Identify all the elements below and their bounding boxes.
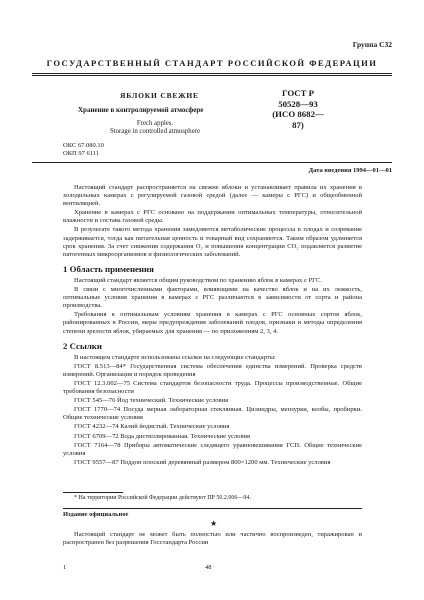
official-edition-label: Издание официальное xyxy=(63,511,129,518)
section-heading-scope: 1 Область применения xyxy=(63,263,154,274)
document-title: ЯБЛОКИ СВЕЖИЕ xyxy=(120,91,199,100)
section-heading-references: 2 Ссылки xyxy=(63,340,102,351)
group-code: Группа С32 xyxy=(352,40,392,49)
copyright-notice: Настоящий стандарт не может быть полностью или частично воспроизведен, тиражирован и распространен без разрешения Госстандарта России xyxy=(63,531,362,547)
okp-code: ОКП 97 6111 xyxy=(63,150,99,157)
main-content xyxy=(63,184,362,468)
english-title-line2: Storage in controlled atmosphere xyxy=(109,128,201,135)
references-intro: В настоящем стандарте использованы ссылки на следующие стандарты: xyxy=(74,353,276,361)
english-title xyxy=(100,120,210,136)
intro-paragraph: В результате такого метода хранения замедляются метаболические процессы в плодах и созревание задерживается, тогда как питательная ценность и товарный вид сохраняются. Таким образом удлиняется срок хранения. За счет снижения содержания O₂ и повышения концентрации CO₂ подавляется развитие патогенных микроорганизмов и физиологических заболеваний. xyxy=(63,226,362,258)
scope-paragraph: Требования к оптимальным условиям хранения в камерах с РГС основных сортов яблок, районированных в России, меры предупреждения заболеваний плодов, признаки и методы определения степени зрелости яблок, убираемых для хранения — по приложениям 2, 3, 4. xyxy=(63,311,362,335)
english-title-line1: Frech apples. xyxy=(136,120,174,127)
header-rule-double xyxy=(32,75,392,76)
reference-item: ГОСТ 8.513—84* Государственная система обеспечения единства измерений. Проверка средств измерений. Организация и порядок проведения xyxy=(63,362,362,378)
document-subtitle: Хранение в контролируемой атмосфере xyxy=(78,106,204,114)
intro-paragraph: Настоящий стандарт распространяется на свежие яблоки и устанавливает правила их хранения в холодильных камерах с регулируемой газовой средой (далее — камеры с РГС) и общеобменной вентиляцией. xyxy=(63,184,362,208)
title-rule xyxy=(32,162,392,163)
reference-item: ГОСТ 6709—72 Вода дистиллированная. Технические условия xyxy=(74,432,251,440)
intro-paragraph: Хранение в камерах с РГС основано на поддержании оптимальных температуры, относительной влажности и состава газовой среды. xyxy=(63,209,362,225)
gost-prefix: ГОСТ Р xyxy=(281,88,315,98)
reference-item: ГОСТ 4232—74 Калий йодистый. Технические условия xyxy=(74,423,230,431)
scope-paragraph: В связи с многочисленными факторами, влияющими на качество яблок и на их лежкость, оптимальные условия хранения в камерах с РГС различаются в зависимости от сорта и района производства. xyxy=(63,286,362,310)
okc-code: ОКС 67.080.10 xyxy=(63,142,104,149)
standard-title: ГОСУДАРСТВЕННЫЙ СТАНДАРТ РОССИЙСКОЙ ФЕДЕРАЦИИ xyxy=(46,58,378,68)
iso-code: (ИСО 8682—87) xyxy=(272,109,324,130)
reference-item: ГОСТ 9557—87 Поддон плоский деревянный размером 800×1200 мм. Технические условия xyxy=(74,458,331,466)
reference-item: ГОСТ 12.3.002—75 Система стандартов безопасности труда. Процессы производственные. Общие требования безопасности xyxy=(63,379,362,396)
footnote-rule xyxy=(63,492,123,493)
gost-number xyxy=(268,88,328,130)
reference-item: ГОСТ 545—76 Йод технический. Технические условия xyxy=(74,397,229,405)
scope-paragraph: Настоящий стандарт является общим руководством по хранению яблок в камерах с РГС. xyxy=(74,276,322,284)
sheet-number: 1 xyxy=(63,564,67,571)
page-number: 48 xyxy=(205,564,212,571)
footnote: * На территории Российской Федерации действуют ПР 50.2.006—94. xyxy=(74,495,251,501)
reference-item: ГОСТ 7164—78 Приборы автоматические следящего уравновешивания ГСП. Общие технические условия xyxy=(63,441,362,457)
gost-code: 50528—93 xyxy=(278,98,318,109)
reference-item: ГОСТ 1770—74 Посуда мерная лабораторная стеклянная. Цилиндры, мензурки, колбы, пробирки. Общие технические условия xyxy=(63,406,362,422)
classification-codes xyxy=(63,142,104,158)
star-icon: ★ xyxy=(210,519,218,528)
header-rule xyxy=(32,73,392,74)
footer-rule xyxy=(63,508,362,509)
effective-date: Дата введения 1994—01—01 xyxy=(308,167,392,174)
